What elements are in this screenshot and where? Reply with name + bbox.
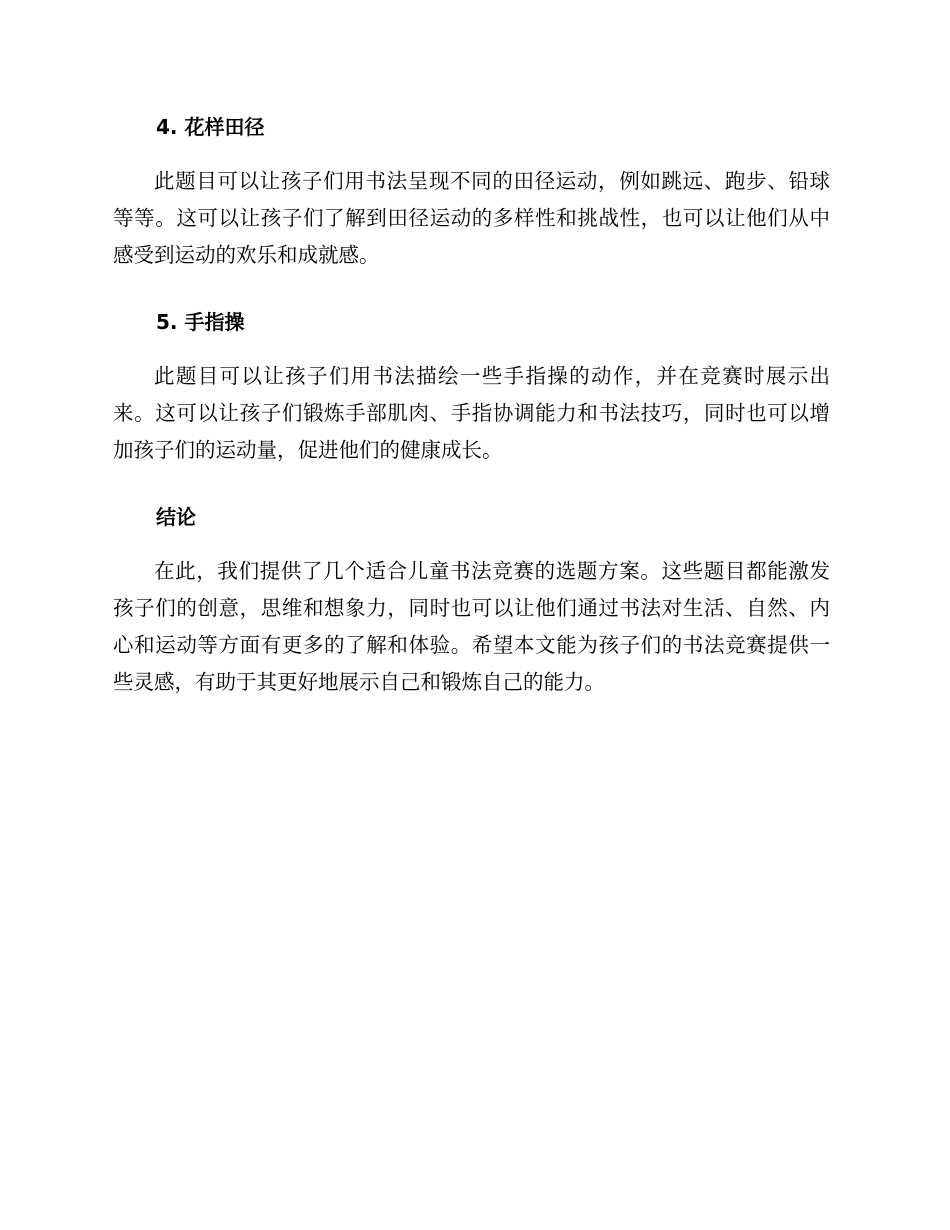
section-heading-conclusion: 结论 <box>156 505 196 529</box>
section-paragraph-finger-exercise: 此题目可以让孩子们用书法描绘一些手指操的动作，并在竞赛时展示出来。这可以让孩子们锻炼手部肌肉、手指协调能力和书法技巧，同时也可以增加孩子们的运动量，促进他们的健康成长。 <box>113 364 830 462</box>
section-heading-finger-exercise: 5. 手指操 <box>156 310 245 334</box>
section-paragraph-track-and-field: 此题目可以让孩子们用书法呈现不同的田径运动，例如跳远、跑步、铅球等等。这可以让孩子们了解到田径运动的多样性和挑战性，也可以让他们从中感受到运动的欢乐和成就感。 <box>113 169 830 267</box>
section-paragraph-conclusion: 在此，我们提供了几个适合儿童书法竞赛的选题方案。这些题目都能激发孩子们的创意，思维和想象力，同时也可以让他们通过书法对生活、自然、内心和运动等方面有更多的了解和体验。希望本文能为孩子们的书法竞赛提供一些灵感，有助于其更好地展示自己和锻炼自己的能力。 <box>113 559 830 694</box>
section-heading-track-and-field: 4. 花样田径 <box>156 115 265 139</box>
